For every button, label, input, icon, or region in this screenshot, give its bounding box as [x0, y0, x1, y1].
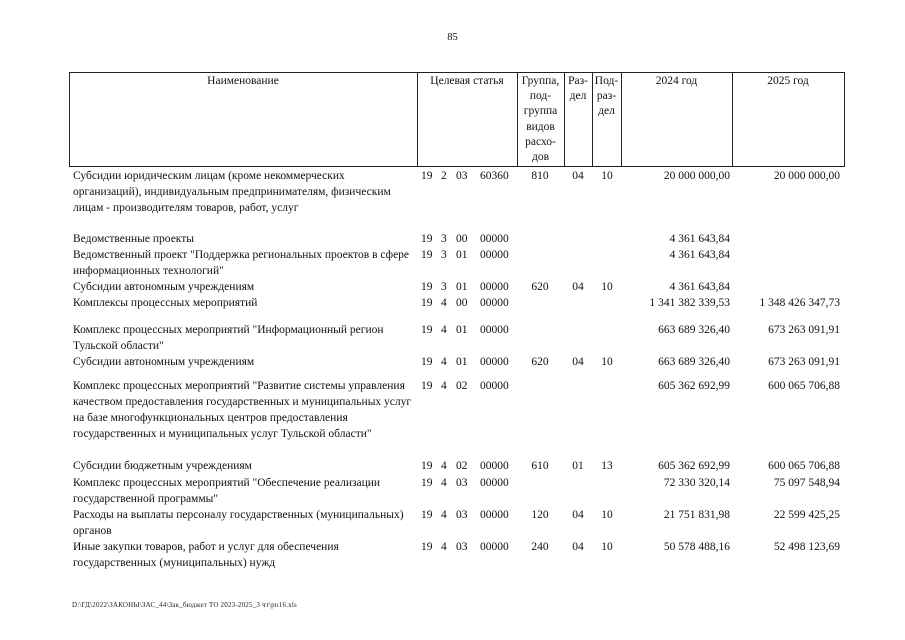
- header-section: [564, 74, 592, 104]
- row-value-2024: 20 000 000,00: [663, 170, 730, 182]
- row-target-2: 4: [441, 509, 447, 521]
- header-group-line: Группа,: [521, 75, 560, 87]
- row-target-1: 19: [421, 281, 433, 293]
- row-target-4: 00000: [480, 281, 509, 293]
- row-group: 610: [531, 460, 549, 472]
- row-target-4: 00000: [480, 233, 509, 245]
- row-target-2: 4: [441, 477, 447, 489]
- row-group: 810: [531, 170, 549, 182]
- header-group-line: видов: [526, 120, 555, 133]
- row-value-2024: 663 689 326,40: [658, 356, 730, 368]
- header-subsection-line: Под-: [594, 75, 619, 87]
- row-value-2024: 72 330 320,14: [663, 477, 730, 489]
- row-target-1: 19: [421, 477, 433, 489]
- row-target-1: 19: [421, 324, 433, 336]
- header-group-line: группа: [523, 105, 558, 118]
- row-subsection: 10: [601, 509, 613, 521]
- row-name: Субсидии автономным учреждениям: [73, 281, 255, 293]
- row-target-3: 01: [456, 281, 468, 293]
- header-subsection: [592, 74, 621, 120]
- header-section-line: дел: [569, 90, 587, 103]
- row-subsection: 10: [601, 541, 613, 553]
- row-target-1: 19: [421, 297, 433, 309]
- row-value-2025: 20 000 000,00: [773, 170, 840, 182]
- row-target-3: 03: [456, 477, 468, 489]
- row-target-1: 19: [421, 170, 433, 182]
- header-group-line: под-: [529, 90, 552, 103]
- row-value-2025: 52 498 123,69: [773, 541, 840, 553]
- row-value-2025: 22 599 425,25: [773, 509, 840, 521]
- row-target-3: 00: [456, 297, 468, 309]
- row-name: Субсидии юридическим лицам (кроме некоммерческих организаций), индивидуальным предпринимателям, физическим лицам - производителям товаров, работ, услуг: [73, 170, 391, 214]
- row-target-1: 19: [421, 460, 433, 472]
- row-value-2025: 673 263 091,91: [768, 324, 840, 336]
- row-value-2024: 50 578 488,16: [663, 541, 730, 553]
- row-target-2: 4: [441, 297, 447, 309]
- row-section: 04: [572, 541, 584, 553]
- row-value-2024: 605 362 692,99: [658, 460, 730, 472]
- row-target-4: 00000: [480, 477, 509, 489]
- row-target-4: 00000: [480, 509, 509, 521]
- header-year-2024: 2024 год: [655, 75, 698, 87]
- row-target-1: 19: [421, 249, 433, 261]
- row-target-2: 4: [441, 356, 447, 368]
- row-name: Комплекс процессных мероприятий "Информационный регион Тульской области": [73, 324, 384, 352]
- row-target-2: 4: [441, 380, 447, 392]
- row-subsection: 10: [601, 170, 613, 182]
- row-target-2: 3: [441, 249, 447, 261]
- footer-file-path: D:\ГД\2022\ЗАКОНЫ\ЗАС_44\Зак_бюджет ТО 2023-2025_3 чт\рп16.xls: [72, 601, 297, 609]
- header-subsection-line: дел: [598, 105, 615, 118]
- row-target-4: 00000: [480, 297, 509, 309]
- row-name: Комплекс процессных мероприятий "Обеспечение реализации государственной программы": [73, 477, 381, 505]
- row-target-4: 60360: [480, 170, 509, 182]
- row-target-1: 19: [421, 233, 433, 245]
- header-target: Целевая статья: [430, 75, 504, 87]
- row-target-3: 03: [456, 541, 468, 553]
- row-target-3: 03: [456, 509, 468, 521]
- row-section: 04: [572, 356, 584, 368]
- row-section: 01: [572, 460, 584, 472]
- page-number: 85: [447, 32, 458, 43]
- row-value-2024: 21 751 831,98: [663, 509, 730, 521]
- row-target-1: 19: [421, 541, 433, 553]
- row-value-2025: 673 263 091,91: [768, 356, 840, 368]
- row-target-4: 00000: [480, 324, 509, 336]
- row-target-4: 00000: [480, 460, 509, 472]
- row-section: 04: [572, 281, 584, 293]
- row-target-2: 4: [441, 460, 447, 472]
- row-target-4: 00000: [480, 541, 509, 553]
- header-group-line: расхо-: [525, 135, 556, 148]
- header-group: [517, 74, 564, 165]
- row-subsection: 10: [601, 281, 613, 293]
- row-name: Ведомственный проект "Поддержка региональных проектов в сфере информационных технологий": [73, 249, 410, 277]
- row-target-2: 4: [441, 324, 447, 336]
- row-value-2025: 600 065 706,88: [768, 460, 840, 472]
- row-target-3: 01: [456, 249, 468, 261]
- row-target-1: 19: [421, 356, 433, 368]
- row-name: Комплексы процессных мероприятий: [73, 297, 258, 309]
- row-name: Комплекс процессных мероприятий "Развитие системы управления качеством предоставления государственных и муниципальных услуг на базе многофункциональных центров предоставления государственных и муниципальных услуг Тульской области": [73, 380, 412, 440]
- row-target-3: 02: [456, 380, 468, 392]
- row-value-2025: 75 097 548,94: [773, 477, 840, 489]
- row-target-3: 00: [456, 233, 468, 245]
- row-value-2024: 663 689 326,40: [658, 324, 730, 336]
- row-name: Ведомственные проекты: [73, 233, 194, 245]
- row-target-1: 19: [421, 380, 433, 392]
- row-value-2024: 4 361 643,84: [669, 281, 730, 293]
- row-section: 04: [572, 509, 584, 521]
- row-value-2025: 1 348 426 347,73: [759, 297, 840, 309]
- row-target-3: 03: [456, 170, 468, 182]
- row-group: 620: [531, 356, 549, 368]
- row-name: Иные закупки товаров, работ и услуг для обеспечения государственных (муниципальных) нужд: [73, 541, 339, 569]
- row-name: Расходы на выплаты персоналу государственных (муниципальных) органов: [73, 509, 404, 537]
- header-group-line: дов: [531, 151, 550, 164]
- row-section: 04: [572, 170, 584, 182]
- row-target-3: 01: [456, 356, 468, 368]
- row-target-4: 00000: [480, 380, 509, 392]
- row-group: 120: [531, 509, 549, 521]
- header-year-2025: 2025 год: [767, 75, 809, 87]
- row-target-4: 00000: [480, 249, 509, 261]
- row-name: Субсидии бюджетным учреждениям: [73, 460, 252, 472]
- row-value-2025: 600 065 706,88: [768, 380, 840, 392]
- row-group: 240: [531, 541, 549, 553]
- row-value-2024: 605 362 692,99: [658, 380, 730, 392]
- row-target-2: 3: [441, 233, 447, 245]
- row-name: Субсидии автономным учреждениям: [73, 356, 255, 368]
- row-target-3: 01: [456, 324, 468, 336]
- header-section-line: Раз-: [568, 75, 588, 87]
- row-target-1: 19: [421, 509, 433, 521]
- row-target-2: 2: [441, 170, 447, 182]
- row-group: 620: [531, 281, 549, 293]
- header-subsection-line: раз-: [596, 90, 617, 103]
- row-value-2024: 4 361 643,84: [669, 249, 730, 261]
- row-subsection: 13: [601, 460, 613, 472]
- header-name: Наименование: [207, 75, 279, 87]
- row-value-2024: 4 361 643,84: [669, 233, 730, 245]
- row-target-3: 02: [456, 460, 468, 472]
- row-value-2024: 1 341 382 339,53: [649, 297, 730, 309]
- row-target-2: 3: [441, 281, 447, 293]
- row-target-2: 4: [441, 541, 447, 553]
- row-subsection: 10: [601, 356, 613, 368]
- row-target-4: 00000: [480, 356, 509, 368]
